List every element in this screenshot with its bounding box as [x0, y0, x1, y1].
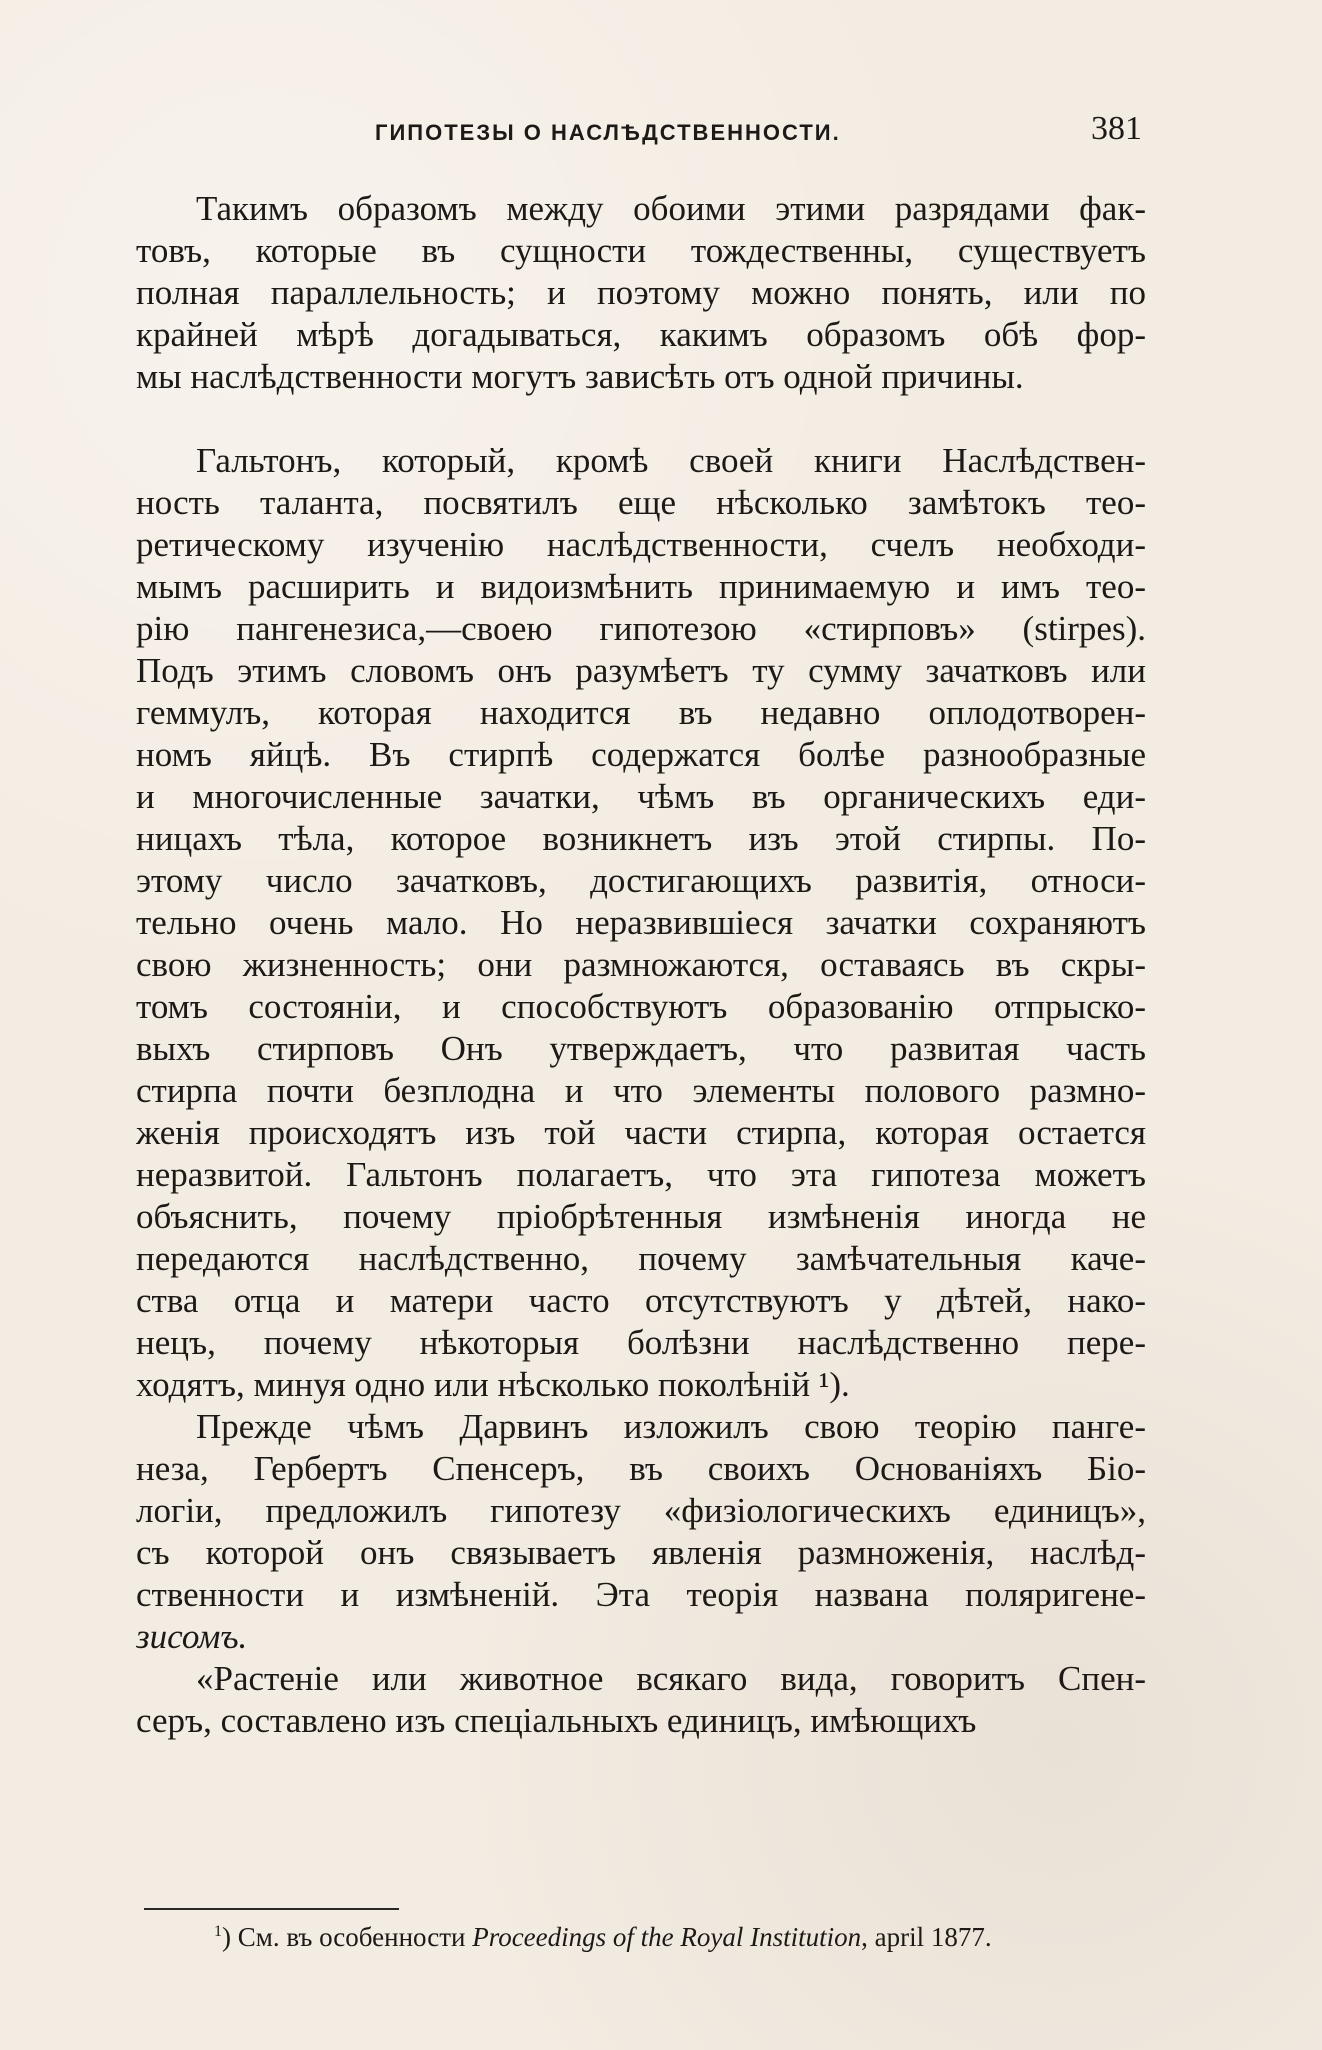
- main-text: [136, 188, 1146, 1742]
- running-title: ГИПОТЕЗЫ О НАСЛѢДСТВЕННОСТИ.: [375, 120, 841, 145]
- paragraph-line: Прежде чѣмъ Дарвинъ изложилъ свою теорію панге-: [196, 1407, 1146, 1446]
- paragraph-line: выхъ стирповъ Онъ утверждаетъ, что развитая часть: [136, 1029, 1146, 1068]
- footnote-mark: 1: [214, 1923, 222, 1940]
- paragraph-line: зисомъ.: [136, 1617, 248, 1656]
- paragraph-line: Такимъ образомъ между обоими этими разрядами фак-: [196, 189, 1146, 228]
- paragraph-line: съ которой онъ связываетъ явленія размноженія, наслѣд-: [136, 1533, 1146, 1572]
- paragraph-line: и многочисленные зачатки, чѣмъ въ органическихъ еди-: [136, 777, 1146, 816]
- paragraph-line: серъ, составлено изъ спеціальныхъ единицъ, имѣющихъ: [136, 1701, 977, 1740]
- paragraph-line: свою жизненность; они размножаются, оставаясь въ скры-: [136, 945, 1146, 984]
- paragraph-line: мы наслѣдственности могутъ зависѣть отъ одной причины.: [136, 357, 1024, 396]
- paragraph-line: ственности и измѣненій. Эта теорія названа поляригене-: [136, 1575, 1146, 1614]
- paragraph-line: передаются наслѣдственно, почему замѣчательныя каче-: [136, 1239, 1146, 1278]
- paragraph-line: ность таланта, посвятилъ еще нѣсколько замѣтокъ тео-: [136, 483, 1146, 522]
- paragraph-3: [136, 1406, 1146, 1658]
- paragraph-2: [136, 440, 1146, 1406]
- paragraph-line: рію пангенезиса,—своею гипотезою «стирповъ» (stirpes).: [136, 609, 1146, 648]
- footnote-italic-title: Proceedings of the Royal Institution: [472, 1922, 862, 1952]
- footnote: [214, 1920, 992, 1954]
- paragraph-line: тельно очень мало. Но неразвившіеся зачатки сохраняютъ: [136, 903, 1146, 942]
- paragraph-line: ретическому изученію наслѣдственности, счелъ необходи-: [136, 525, 1146, 564]
- paragraph-line: ходятъ, минуя одно или нѣсколько поколѣній ¹).: [136, 1365, 850, 1404]
- paragraph-line: неразвитой. Гальтонъ полагаетъ, что эта гипотеза можетъ: [136, 1155, 1146, 1194]
- paragraph-4: [136, 1658, 1146, 1742]
- paragraph-line: полная параллельность; и поэтому можно понять, или по: [136, 273, 1146, 312]
- paragraph-line: Гальтонъ, который, кромѣ своей книги Наслѣдствен-: [196, 441, 1146, 480]
- paragraph-line: ства отца и матери часто отсутствуютъ у дѣтей, нако-: [136, 1281, 1146, 1320]
- paragraph-line: товъ, которые въ сущности тождественны, существуетъ: [136, 231, 1146, 270]
- paragraph-line: номъ яйцѣ. Въ стирпѣ содержатся болѣе разнообразные: [136, 735, 1146, 774]
- paragraph-line: нецъ, почему нѣкоторыя болѣзни наслѣдственно пере-: [136, 1323, 1146, 1362]
- footnote-divider: [144, 1908, 399, 1910]
- paragraph-line: этому число зачатковъ, достигающихъ развитія, относи-: [136, 861, 1146, 900]
- paragraph-line: мымъ расширить и видоизмѣнить принимаемую и имъ тео-: [136, 567, 1146, 606]
- paragraph-1: [136, 188, 1146, 398]
- paragraph-gap: [136, 398, 1146, 440]
- footnote-text-after: , april 1877.: [861, 1922, 992, 1952]
- paragraph-line: крайней мѣрѣ догадываться, какимъ образомъ обѣ фор-: [136, 315, 1146, 354]
- paragraph-line: неза, Гербертъ Спенсеръ, въ своихъ Основаніяхъ Біо-: [136, 1449, 1146, 1488]
- page-number: 381: [1091, 110, 1142, 147]
- footnote-text-before: ) См. въ особенности: [222, 1922, 473, 1952]
- paragraph-line: стирпа почти безплодна и что элементы полового размно-: [136, 1071, 1146, 1110]
- paragraph-line: логіи, предложилъ гипотезу «физіологическихъ единицъ»,: [136, 1491, 1146, 1530]
- paragraph-line: женія происходятъ изъ той части стирпа, которая остается: [136, 1113, 1146, 1152]
- paragraph-line: ницахъ тѣла, которое возникнетъ изъ этой стирпы. По-: [136, 819, 1146, 858]
- paragraph-line: томъ состояніи, и способствуютъ образованію отпрыско-: [136, 987, 1146, 1026]
- paragraph-line: геммулъ, которая находится въ недавно оплодотворен-: [136, 693, 1146, 732]
- paragraph-line: Подъ этимъ словомъ онъ разумѣетъ ту сумму зачатковъ или: [136, 651, 1146, 690]
- paragraph-line: объяснить, почему пріобрѣтенныя измѣненія иногда не: [136, 1197, 1146, 1236]
- paragraph-line: «Растеніе или животное всякаго вида, говоритъ Спен-: [196, 1659, 1146, 1698]
